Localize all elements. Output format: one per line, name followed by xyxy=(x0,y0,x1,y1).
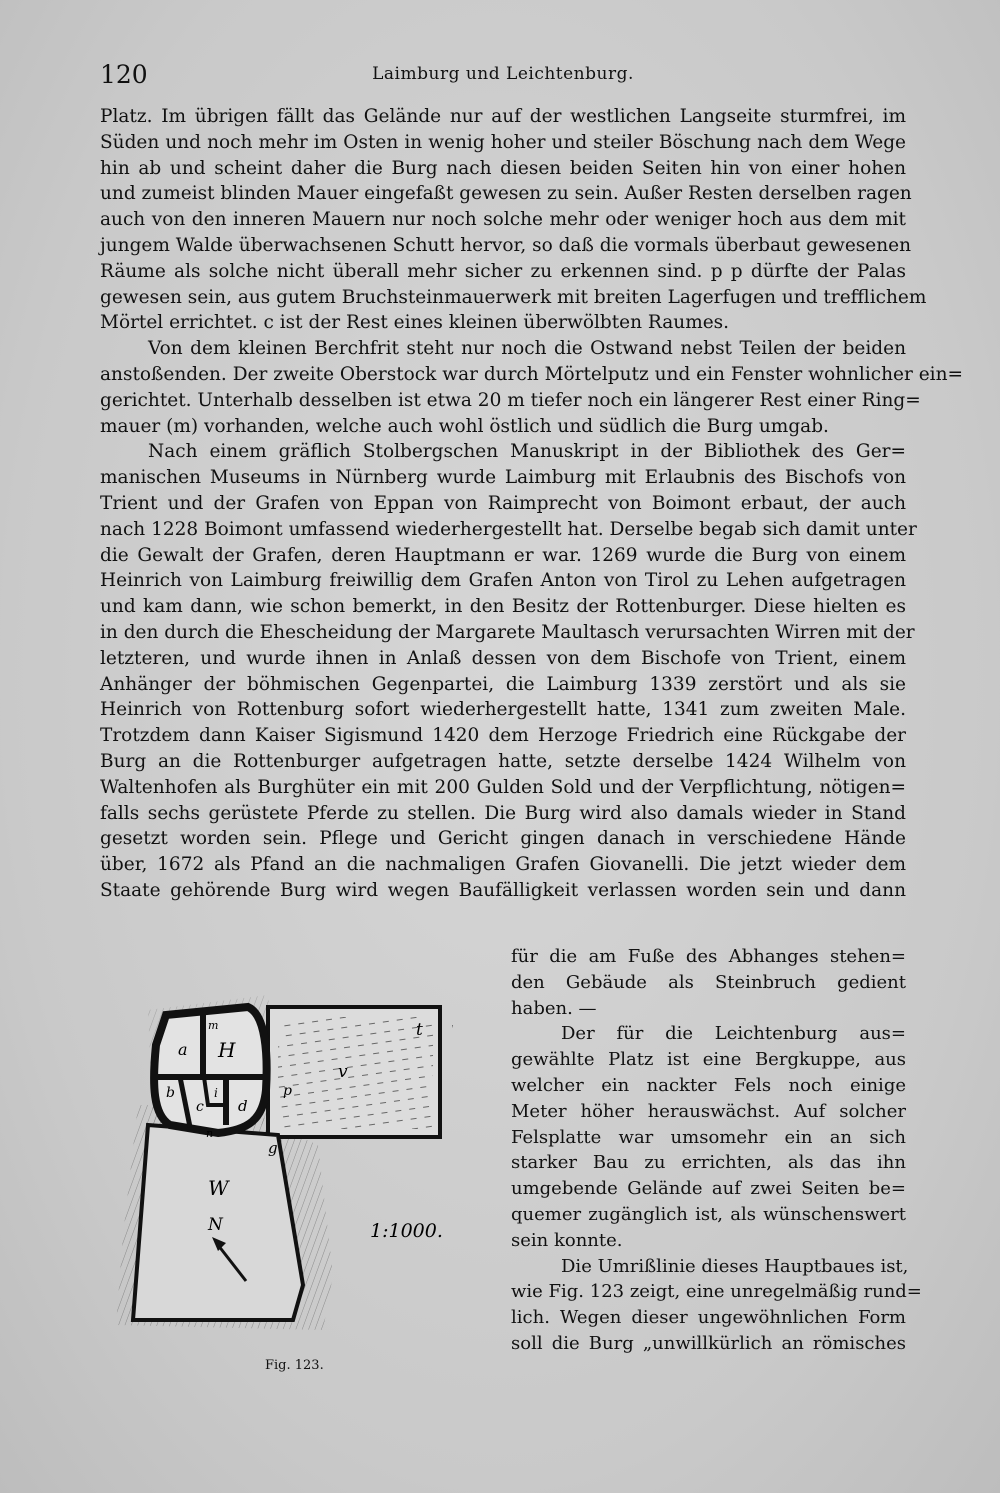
text-line: für die am Fuße des Abhanges stehen= xyxy=(511,946,906,967)
castle-plan-drawing xyxy=(108,985,453,1345)
castle-plan-figure xyxy=(108,985,453,1345)
text-line: Heinrich von Laimburg freiwillig dem Grafen Anton von Tirol zu Lehen aufgetragen xyxy=(100,570,906,592)
text-line: anstoßenden. Der zweite Oberstock war durch Mörtelputz und ein Fenster wohnlicher ein= xyxy=(100,363,963,385)
label-i: i xyxy=(214,1086,218,1100)
text-line: Heinrich von Rottenburg sofort wiederhergestellt hatte, 1341 zum zweiten Male. xyxy=(100,699,906,721)
text-line: manischen Museums in Nürnberg wurde Laimburg mit Erlaubnis des Bischofs von xyxy=(100,467,906,489)
text-line: lich. Wegen dieser ungewöhnlichen Form xyxy=(511,1307,906,1329)
text-line: umgebende Gelände auf zwei Seiten be= xyxy=(511,1178,906,1200)
text-line: über, 1672 als Pfand an die nachmaligen Grafen Giovanelli. Die jetzt wieder dem xyxy=(100,854,906,876)
courtyard-texture xyxy=(278,1017,433,1129)
text-line: Burg an die Rottenburger aufgetragen hatte, setzte derselbe 1424 Wilhelm von xyxy=(100,750,906,772)
label-t: t xyxy=(416,1020,423,1040)
text-line: quemer zugänglich ist, als wünschenswert xyxy=(511,1203,906,1225)
label-m: m xyxy=(208,1019,219,1032)
label-d: d xyxy=(238,1097,248,1115)
label-g: g xyxy=(268,1139,278,1157)
running-title: Laimburg und Leichtenburg. xyxy=(372,64,634,84)
scale-label: 1:1000. xyxy=(370,1220,443,1242)
text-line: mauer (m) vorhanden, welche auch wohl östlich und südlich die Burg umgab. xyxy=(100,415,829,437)
label-n: n xyxy=(206,1127,214,1140)
text-line: und kam dann, wie schon bemerkt, in den Besitz der Rottenburger. Diese hielten es xyxy=(100,596,906,618)
text-line: sein konnte. xyxy=(511,1229,623,1251)
text-line: Staate gehörende Burg wird wegen Baufälligkeit verlassen worden sein und dann xyxy=(100,879,906,901)
page-number: 120 xyxy=(100,60,148,89)
label-v: v xyxy=(338,1062,348,1082)
text-line: wie Fig. 123 zeigt, eine unregelmäßig rund= xyxy=(511,1281,922,1303)
figure-caption: Fig. 123. xyxy=(265,1358,324,1373)
text-line: gewählte Platz ist eine Bergkuppe, aus xyxy=(511,1049,906,1071)
text-line: Waltenhofen als Burghüter ein mit 200 Gulden Sold und der Verpflichtung, nötigen= xyxy=(100,776,906,798)
text-line: hin ab und scheint daher die Burg nach diesen beiden Seiten hin von einer hohen xyxy=(100,157,906,179)
text-line: falls sechs gerüstete Pferde zu stellen. Die Burg wird also damals wieder in Stand xyxy=(100,802,906,824)
text-line: Meter höher herauswächst. Auf solcher xyxy=(511,1100,906,1122)
text-line: nach 1228 Boimont umfassend wiederhergestellt hat. Derselbe begab sich damit unter xyxy=(100,518,917,540)
text-line: den Gebäude als Steinbruch gedient xyxy=(511,971,906,993)
text-line: in den durch die Ehescheidung der Margarete Maultasch verursachten Wirren mit der xyxy=(100,621,915,643)
label-b: b xyxy=(166,1085,175,1101)
text-line: Felsplatte war umsomehr ein an sich xyxy=(511,1126,906,1148)
side-text-column xyxy=(511,944,922,1357)
text-line: Platz. Im übrigen fällt das Gelände nur auf der westlichen Langseite sturmfrei, im xyxy=(100,106,906,127)
label-w: W xyxy=(208,1176,229,1200)
label-north: N xyxy=(208,1215,223,1235)
main-text-block xyxy=(100,104,963,904)
text-line: Mörtel errichtet. c ist der Rest eines kleinen überwölbten Raumes. xyxy=(100,312,730,334)
text-line: starker Bau zu errichten, als das ihn xyxy=(511,1152,906,1174)
text-line: welcher ein nackter Fels noch einige xyxy=(511,1074,906,1096)
text-line: haben. — xyxy=(511,997,597,1019)
text-line: und zumeist blinden Mauer eingefaßt gewesen zu sein. Außer Resten derselben ragen xyxy=(100,183,912,205)
text-line: auch von den inneren Mauern nur noch solche mehr oder weniger hoch aus dem mit xyxy=(100,209,906,231)
text-line: gerichtet. Unterhalb desselben ist etwa 20 m tiefer noch ein längerer Rest einer Ring= xyxy=(100,389,921,411)
text-line: Der für die Leichtenburg aus= xyxy=(561,1023,906,1045)
text-line: soll die Burg „unwillkürlich an römisches xyxy=(511,1332,906,1354)
text-line: Die Umrißlinie dieses Hauptbaues ist, xyxy=(561,1255,909,1277)
page-header xyxy=(100,60,906,96)
label-h: H xyxy=(218,1038,236,1062)
text-line: Nach einem gräflich Stolbergschen Manuskript in der Bibliothek des Ger= xyxy=(148,441,906,463)
label-a: a xyxy=(178,1040,188,1059)
label-p: p xyxy=(283,1083,292,1099)
text-line: gewesen sein, aus gutem Bruchsteinmauerwerk mit breiten Lagerfugen und trefflichem xyxy=(100,286,927,308)
text-line: Süden und noch mehr im Osten in wenig hoher und steiler Böschung nach dem Wege xyxy=(100,131,906,153)
label-c: c xyxy=(196,1099,204,1115)
text-line: die Gewalt der Grafen, deren Hauptmann er war. 1269 wurde die Burg von einem xyxy=(100,544,906,566)
text-line: Von dem kleinen Berchfrit steht nur noch die Ostwand nebst Teilen der beiden xyxy=(148,338,906,360)
text-line: Trotzdem dann Kaiser Sigismund 1420 dem Herzoge Friedrich eine Rückgabe der xyxy=(100,725,906,747)
text-line: Anhänger der böhmischen Gegenpartei, die Laimburg 1339 zerstört und als sie xyxy=(100,673,906,695)
text-line: jungem Walde überwachsenen Schutt hervor, so daß die vormals überbaut gewesenen xyxy=(100,234,912,256)
text-line: letzteren, und wurde ihnen in Anlaß dessen von dem Bischofe von Trient, einem xyxy=(100,647,906,669)
text-line: Trient und der Grafen von Eppan von Raimprecht von Boimont erbaut, der auch xyxy=(100,492,906,514)
text-line: Räume als solche nicht überall mehr sicher zu erkennen sind. p p dürfte der Palas xyxy=(100,260,906,282)
text-line: gesetzt worden sein. Pflege und Gericht gingen danach in verschiedene Hände xyxy=(100,828,906,850)
